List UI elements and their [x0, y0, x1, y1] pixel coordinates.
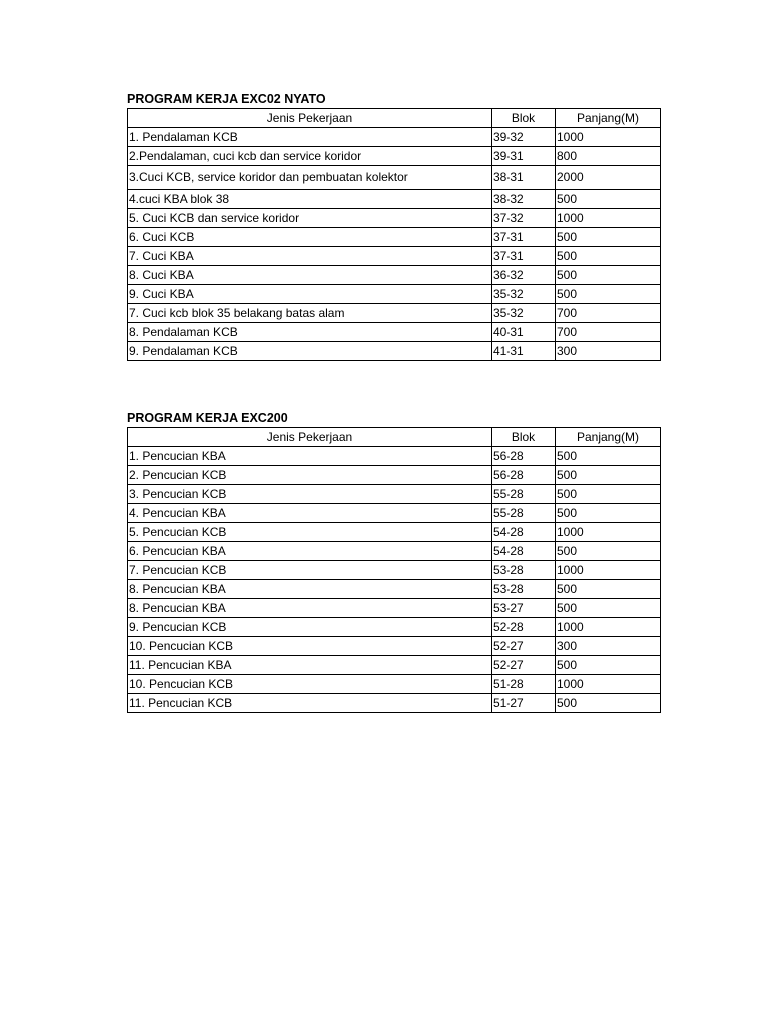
table-row: [128, 675, 661, 694]
table-row: [128, 190, 661, 209]
table-row: [128, 561, 661, 580]
table-row: [128, 304, 661, 323]
cell-panjang: 1000: [556, 561, 661, 580]
cell-jenis-pekerjaan: 10. Pencucian KCB: [128, 637, 492, 656]
cell-panjang: 500: [556, 580, 661, 599]
table-row: [128, 447, 661, 466]
cell-panjang: 700: [556, 323, 661, 342]
table-row: [128, 466, 661, 485]
cell-blok: 37-32: [492, 209, 556, 228]
header-row: [128, 428, 661, 447]
cell-panjang: 500: [556, 247, 661, 266]
cell-blok: 51-27: [492, 694, 556, 713]
table-row: [128, 656, 661, 675]
cell-panjang: 500: [556, 485, 661, 504]
cell-jenis-pekerjaan: 6. Pencucian KBA: [128, 542, 492, 561]
cell-panjang: 2000: [556, 166, 661, 190]
cell-panjang: 1000: [556, 675, 661, 694]
cell-blok: 56-28: [492, 466, 556, 485]
table-row: [128, 228, 661, 247]
cell-blok: 54-28: [492, 523, 556, 542]
table-row: [128, 580, 661, 599]
cell-jenis-pekerjaan: 7. Cuci KBA: [128, 247, 492, 266]
table-row: [128, 323, 661, 342]
cell-jenis-pekerjaan: 3. Pencucian KCB: [128, 485, 492, 504]
cell-jenis-pekerjaan: 5. Cuci KCB dan service koridor: [128, 209, 492, 228]
cell-blok: 53-27: [492, 599, 556, 618]
work-program-exc02-section: [127, 90, 660, 361]
cell-blok: 55-28: [492, 504, 556, 523]
cell-blok: 51-28: [492, 675, 556, 694]
cell-panjang: 500: [556, 285, 661, 304]
cell-panjang: 1000: [556, 209, 661, 228]
work-program-table: [127, 427, 661, 713]
header-blok: Blok: [492, 428, 556, 447]
table-row: [128, 128, 661, 147]
table-row: [128, 485, 661, 504]
cell-blok: 37-31: [492, 247, 556, 266]
cell-blok: 54-28: [492, 542, 556, 561]
cell-jenis-pekerjaan: 10. Pencucian KCB: [128, 675, 492, 694]
table-row: [128, 166, 661, 190]
header-row: [128, 109, 661, 128]
cell-blok: 37-31: [492, 228, 556, 247]
cell-panjang: 500: [556, 466, 661, 485]
cell-blok: 36-32: [492, 266, 556, 285]
cell-panjang: 500: [556, 228, 661, 247]
table-title: PROGRAM KERJA EXC02 NYATO: [127, 92, 326, 106]
table-row: [128, 285, 661, 304]
header-panjang: Panjang(M): [556, 428, 661, 447]
cell-jenis-pekerjaan: 8. Pencucian KBA: [128, 599, 492, 618]
cell-jenis-pekerjaan: 9. Cuci KBA: [128, 285, 492, 304]
header-jenis-pekerjaan: Jenis Pekerjaan: [128, 428, 492, 447]
table-row: [128, 599, 661, 618]
cell-panjang: 800: [556, 147, 661, 166]
cell-jenis-pekerjaan: 4. Pencucian KBA: [128, 504, 492, 523]
cell-jenis-pekerjaan: 9. Pendalaman KCB: [128, 342, 492, 361]
cell-panjang: 500: [556, 599, 661, 618]
table-row: [128, 247, 661, 266]
cell-blok: 40-31: [492, 323, 556, 342]
cell-panjang: 300: [556, 637, 661, 656]
cell-blok: 52-27: [492, 637, 556, 656]
table-row: [128, 209, 661, 228]
cell-panjang: 500: [556, 694, 661, 713]
table-row: [128, 504, 661, 523]
cell-blok: 38-32: [492, 190, 556, 209]
cell-blok: 35-32: [492, 304, 556, 323]
cell-panjang: 500: [556, 542, 661, 561]
cell-blok: 56-28: [492, 447, 556, 466]
cell-jenis-pekerjaan: 7. Pencucian KCB: [128, 561, 492, 580]
table-row: [128, 542, 661, 561]
work-program-table: [127, 108, 661, 361]
cell-blok: 41-31: [492, 342, 556, 361]
cell-jenis-pekerjaan: 9. Pencucian KCB: [128, 618, 492, 637]
cell-jenis-pekerjaan: 1. Pendalaman KCB: [128, 128, 492, 147]
cell-blok: 52-28: [492, 618, 556, 637]
cell-jenis-pekerjaan: 8. Pencucian KBA: [128, 580, 492, 599]
table-row: [128, 266, 661, 285]
cell-blok: 38-31: [492, 166, 556, 190]
table-row: [128, 523, 661, 542]
cell-panjang: 500: [556, 190, 661, 209]
cell-jenis-pekerjaan: 8. Pendalaman KCB: [128, 323, 492, 342]
table-row: [128, 618, 661, 637]
cell-jenis-pekerjaan: 3.Cuci KCB, service koridor dan pembuatan kolektor: [128, 166, 492, 190]
cell-jenis-pekerjaan: 2. Pencucian KCB: [128, 466, 492, 485]
table-body: [128, 447, 661, 713]
cell-jenis-pekerjaan: 5. Pencucian KCB: [128, 523, 492, 542]
cell-panjang: 500: [556, 447, 661, 466]
cell-blok: 35-32: [492, 285, 556, 304]
header-panjang: Panjang(M): [556, 109, 661, 128]
table-title: PROGRAM KERJA EXC200: [127, 411, 288, 425]
cell-jenis-pekerjaan: 1. Pencucian KBA: [128, 447, 492, 466]
cell-blok: 39-31: [492, 147, 556, 166]
header-jenis-pekerjaan: Jenis Pekerjaan: [128, 109, 492, 128]
cell-jenis-pekerjaan: 11. Pencucian KCB: [128, 694, 492, 713]
table-row: [128, 342, 661, 361]
cell-panjang: 1000: [556, 618, 661, 637]
cell-panjang: 500: [556, 656, 661, 675]
cell-jenis-pekerjaan: 11. Pencucian KBA: [128, 656, 492, 675]
header-blok: Blok: [492, 109, 556, 128]
cell-jenis-pekerjaan: 4.cuci KBA blok 38: [128, 190, 492, 209]
table-row: [128, 637, 661, 656]
table-row: [128, 147, 661, 166]
cell-panjang: 500: [556, 504, 661, 523]
cell-blok: 39-32: [492, 128, 556, 147]
cell-panjang: 1000: [556, 523, 661, 542]
cell-blok: 52-27: [492, 656, 556, 675]
cell-panjang: 700: [556, 304, 661, 323]
cell-panjang: 1000: [556, 128, 661, 147]
cell-jenis-pekerjaan: 2.Pendalaman, cuci kcb dan service koridor: [128, 147, 492, 166]
table-body: [128, 128, 661, 361]
cell-panjang: 500: [556, 266, 661, 285]
cell-blok: 53-28: [492, 561, 556, 580]
cell-panjang: 300: [556, 342, 661, 361]
cell-jenis-pekerjaan: 8. Cuci KBA: [128, 266, 492, 285]
cell-blok: 55-28: [492, 485, 556, 504]
table-row: [128, 694, 661, 713]
cell-blok: 53-28: [492, 580, 556, 599]
cell-jenis-pekerjaan: 7. Cuci kcb blok 35 belakang batas alam: [128, 304, 492, 323]
work-program-exc200-section: [127, 409, 660, 713]
cell-jenis-pekerjaan: 6. Cuci KCB: [128, 228, 492, 247]
